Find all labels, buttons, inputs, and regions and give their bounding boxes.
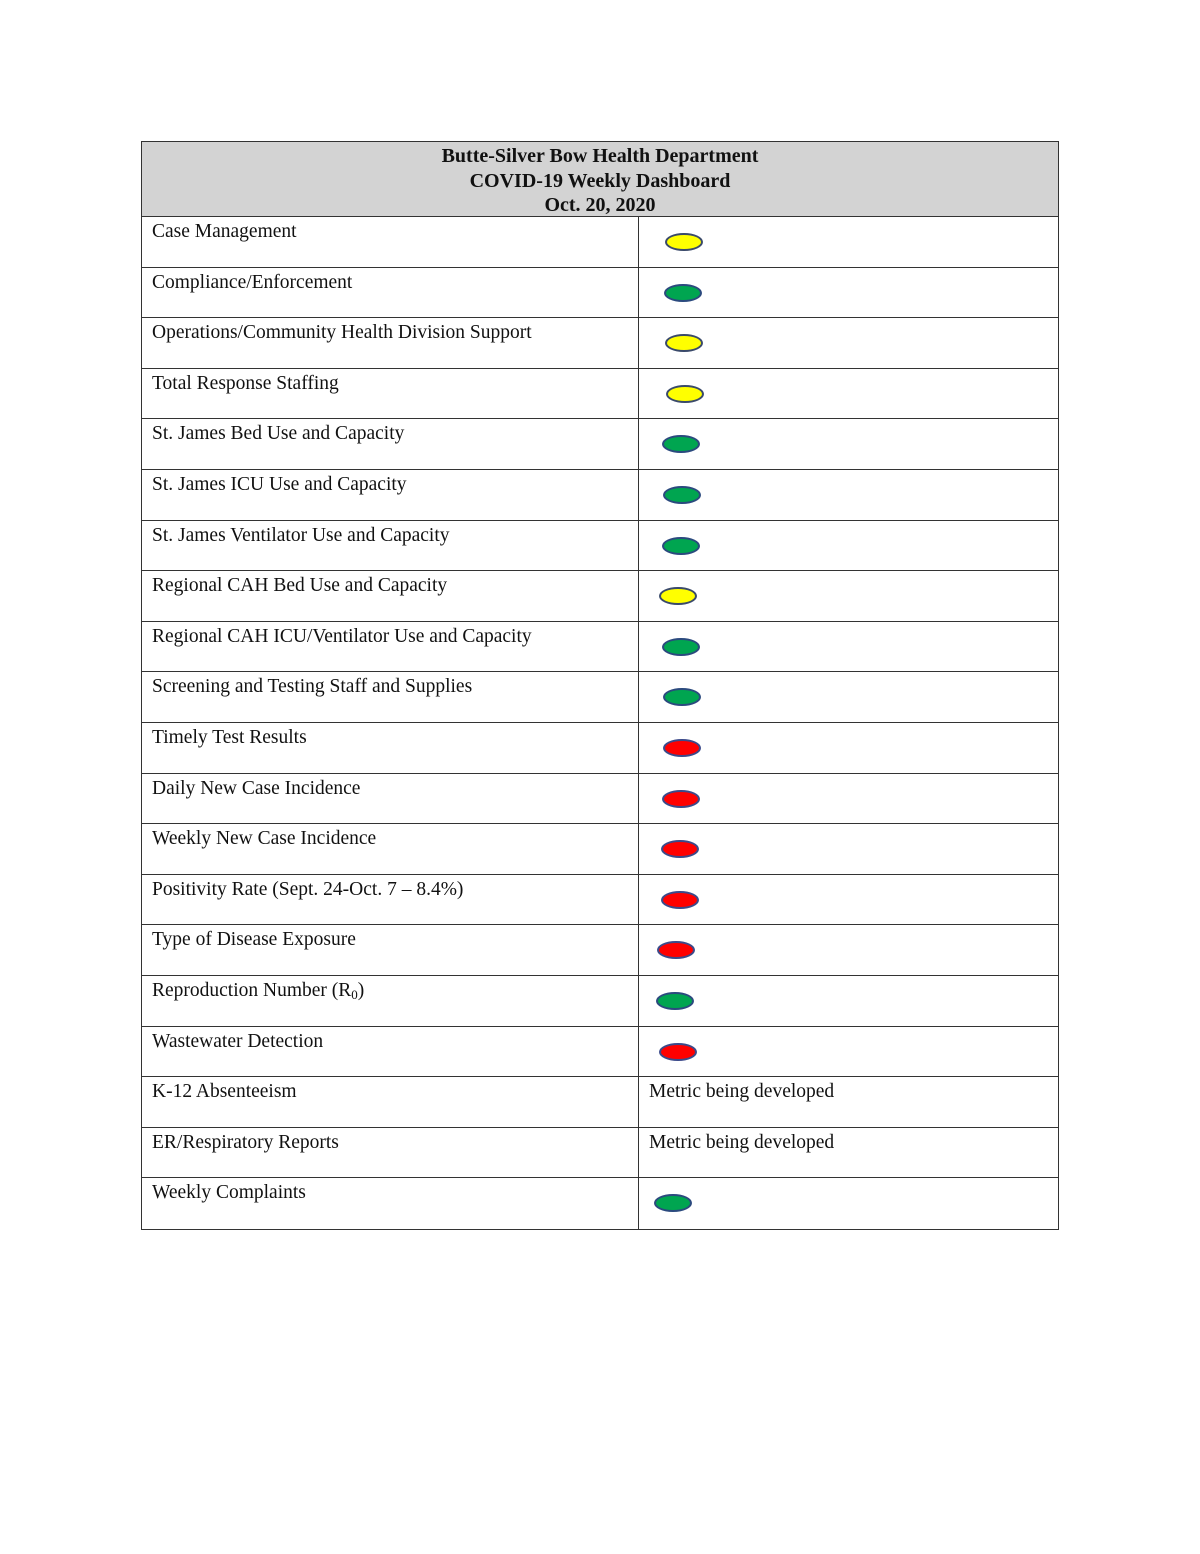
metric-label: Type of Disease Exposure (142, 925, 639, 975)
table-row (142, 672, 1058, 723)
table-row (142, 470, 1058, 521)
status-indicator-yellow (666, 385, 704, 403)
table-row (142, 217, 1058, 268)
status-indicator-green (663, 486, 701, 504)
status-indicator-green (654, 1194, 692, 1212)
metric-status (639, 976, 1058, 1026)
metric-label: Screening and Testing Staff and Supplies (142, 672, 639, 722)
metric-label: Timely Test Results (142, 723, 639, 773)
table-header (142, 142, 1058, 217)
metric-label: Positivity Rate (Sept. 24-Oct. 7 – 8.4%) (142, 875, 639, 925)
metric-label: St. James Bed Use and Capacity (142, 419, 639, 469)
status-text: Metric being developed (649, 1131, 835, 1153)
status-indicator-yellow (665, 334, 703, 352)
status-indicator-green (662, 435, 700, 453)
table-row (142, 571, 1058, 622)
metric-label: Compliance/Enforcement (142, 268, 639, 318)
table-row (142, 875, 1058, 926)
table-row (142, 1027, 1058, 1078)
status-indicator-green (656, 992, 694, 1010)
metric-status (639, 622, 1058, 672)
table-row (142, 1178, 1058, 1229)
table-row (142, 1077, 1058, 1128)
table-row (142, 318, 1058, 369)
metric-status (639, 672, 1058, 722)
table-row (142, 824, 1058, 875)
status-indicator-green (663, 688, 701, 706)
metric-status (639, 824, 1058, 874)
metric-status (639, 571, 1058, 621)
metric-status (639, 268, 1058, 318)
metric-status (639, 875, 1058, 925)
metric-status (639, 217, 1058, 267)
table-row (142, 774, 1058, 825)
department-title: Butte-Silver Bow Health Department (441, 145, 759, 167)
metric-label: Case Management (142, 217, 639, 267)
metric-label: St. James ICU Use and Capacity (142, 470, 639, 520)
table-row (142, 369, 1058, 420)
metric-label: Operations/Community Health Division Support (142, 318, 639, 368)
status-indicator-red (657, 941, 695, 959)
table-row (142, 723, 1058, 774)
table-row (142, 925, 1058, 976)
metric-status (639, 1077, 1058, 1127)
status-indicator-red (659, 1043, 697, 1061)
metric-label: Reproduction Number $(R_0)$ (142, 976, 639, 1026)
metric-status (639, 723, 1058, 773)
status-indicator-yellow (659, 587, 697, 605)
status-indicator-red (662, 790, 700, 808)
metric-status (639, 318, 1058, 368)
metric-status (639, 1027, 1058, 1077)
dashboard-table (141, 141, 1059, 1230)
metric-status (639, 470, 1058, 520)
metric-status (639, 774, 1058, 824)
metric-label: Weekly New Case Incidence (142, 824, 639, 874)
metric-status (639, 369, 1058, 419)
metric-label: Regional CAH ICU/Ventilator Use and Capacity (142, 622, 639, 672)
status-indicator-green (662, 638, 700, 656)
metric-status (639, 1128, 1058, 1178)
table-row (142, 1128, 1058, 1179)
status-indicator-yellow (665, 233, 703, 251)
dashboard-title: COVID-19 Weekly Dashboard (469, 169, 731, 192)
table-row (142, 268, 1058, 319)
metric-label: Wastewater Detection (142, 1027, 639, 1077)
metric-label: Weekly Complaints (142, 1178, 639, 1229)
metric-status (639, 1178, 1058, 1229)
table-row (142, 419, 1058, 470)
report-date: Oct. 20, 2020 (544, 194, 656, 216)
status-indicator-green (662, 537, 700, 555)
table-row (142, 622, 1058, 673)
table-row (142, 976, 1058, 1027)
metric-status (639, 419, 1058, 469)
metric-label: St. James Ventilator Use and Capacity (142, 521, 639, 571)
status-text: Metric being developed (649, 1081, 835, 1103)
metric-label: Regional CAH Bed Use and Capacity (142, 571, 639, 621)
status-indicator-red (661, 891, 699, 909)
metric-label: ER/Respiratory Reports (142, 1128, 639, 1178)
metric-label: Daily New Case Incidence (142, 774, 639, 824)
status-indicator-green (664, 284, 702, 302)
metric-label: K-12 Absenteeism (142, 1077, 639, 1127)
metric-status (639, 925, 1058, 975)
metric-label: Total Response Staffing (142, 369, 639, 419)
metric-status (639, 521, 1058, 571)
table-row (142, 521, 1058, 572)
status-indicator-red (663, 739, 701, 757)
status-indicator-red (661, 840, 699, 858)
metric-rows (142, 217, 1058, 1229)
